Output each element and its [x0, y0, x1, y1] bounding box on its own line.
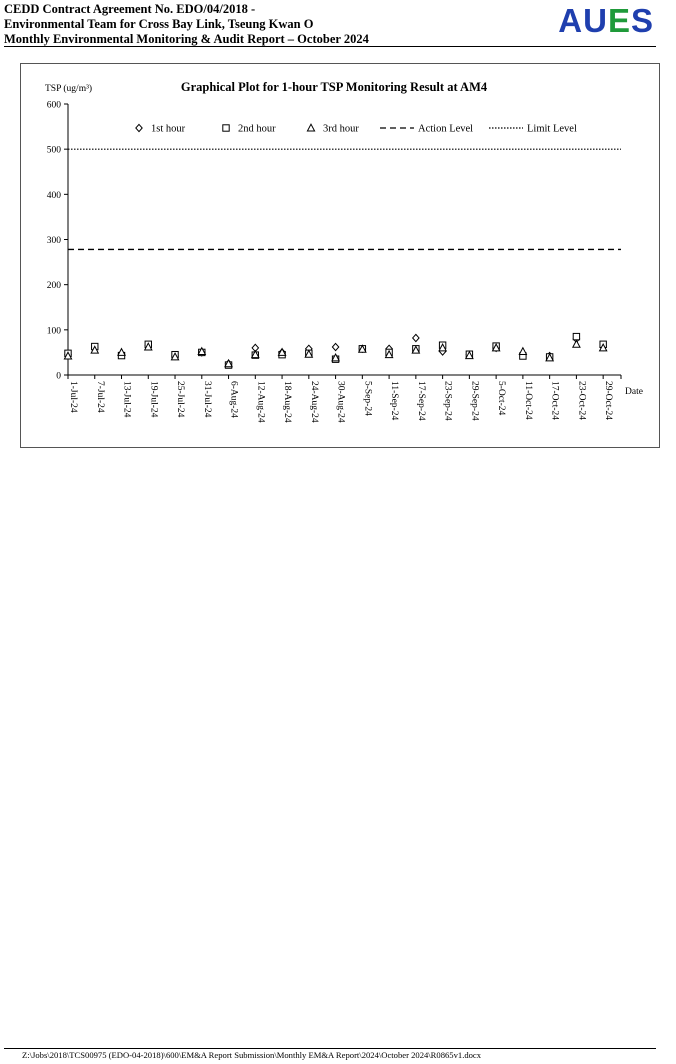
footer-file-path: Z:\Jobs\2018\TCS00975 (EDO-04-2018)\600\EM&A Report Submission\Monthly EM&A Report\2024\October 2024\R0865v1.docx: [22, 1050, 482, 1060]
legend-2nd-hour-symbol: [223, 125, 229, 131]
tsp-chart: [21, 64, 659, 447]
x-tick-label: 6-Aug-24: [228, 381, 239, 418]
x-tick-label: 11-Sep-24: [389, 381, 400, 421]
x-tick-label: 19-Jul-24: [148, 381, 159, 418]
x-axis-label: Date: [625, 387, 643, 397]
x-tick-label: 23-Oct-24: [576, 381, 587, 421]
header-team: Environmental Team for Cross Bay Link, Tseung Kwan O: [4, 17, 314, 31]
legend-2nd-hour-label: 2nd hour: [238, 123, 276, 135]
x-tick-label: 31-Jul-24: [201, 381, 212, 418]
y-tick-label: 200: [46, 281, 61, 292]
x-tick-label: 30-Aug-24: [335, 381, 346, 423]
x-tick-label: 29-Sep-24: [469, 381, 480, 421]
y-tick-label: 300: [46, 236, 61, 246]
chart-frame: [20, 63, 660, 448]
diamond-point: [413, 334, 419, 341]
chart-title: Graphical Plot for 1-hour TSP Monitoring Result at AM4: [180, 80, 488, 94]
y-tick-label: 600: [46, 100, 61, 111]
legend-3rd-hour-label: 3rd hour: [323, 123, 359, 135]
x-tick-label: 18-Aug-24: [282, 381, 293, 423]
y-tick-label: 100: [46, 326, 61, 337]
legend-action-level-label: Action Level: [418, 123, 474, 135]
legend-limit-level-label: Limit Level: [527, 123, 577, 135]
header-contract: CEDD Contract Agreement No. EDO/04/2018 -: [4, 2, 256, 16]
legend-3rd-hour-symbol: [307, 124, 314, 131]
legend-1st-hour-label: 1st hour: [151, 123, 186, 135]
footer-rule: [4, 1048, 656, 1049]
x-tick-label: 7-Jul-24: [94, 381, 105, 413]
x-tick-label: 29-Oct-24: [603, 381, 614, 421]
x-tick-label: 17-Sep-24: [415, 381, 426, 421]
y-tick-label: 400: [46, 190, 61, 201]
x-tick-label: 25-Jul-24: [175, 381, 186, 418]
logo-part-3: S: [630, 2, 654, 39]
x-tick-label: 11-Oct-24: [522, 381, 533, 420]
x-tick-label: 5-Sep-24: [362, 381, 373, 416]
x-tick-label: 17-Oct-24: [549, 381, 560, 421]
y-tick-label: 500: [46, 145, 61, 156]
logo-part-1: AU: [558, 2, 608, 39]
x-tick-label: 23-Sep-24: [442, 381, 453, 421]
x-tick-label: 5-Oct-24: [496, 381, 507, 416]
x-tick-label: 1-Jul-24: [68, 381, 78, 413]
x-tick-label: 13-Jul-24: [121, 381, 132, 418]
triangle-point: [519, 348, 526, 355]
x-tick-label: 12-Aug-24: [255, 381, 266, 423]
logo-part-2: E: [607, 2, 631, 39]
square-point: [573, 333, 579, 339]
header-rule: [4, 46, 656, 47]
header-report-title: Monthly Environmental Monitoring & Audit Report – October 2024: [4, 32, 369, 46]
y-tick-label: 0: [56, 371, 61, 382]
diamond-point: [332, 343, 338, 350]
triangle-point: [573, 340, 580, 347]
y-axis-label: TSP (ug/m³): [45, 84, 93, 94]
x-tick-label: 24-Aug-24: [308, 381, 319, 423]
legend-1st-hour-symbol: [136, 124, 142, 131]
report-header: [4, 2, 654, 47]
aues-logo: [558, 4, 654, 38]
